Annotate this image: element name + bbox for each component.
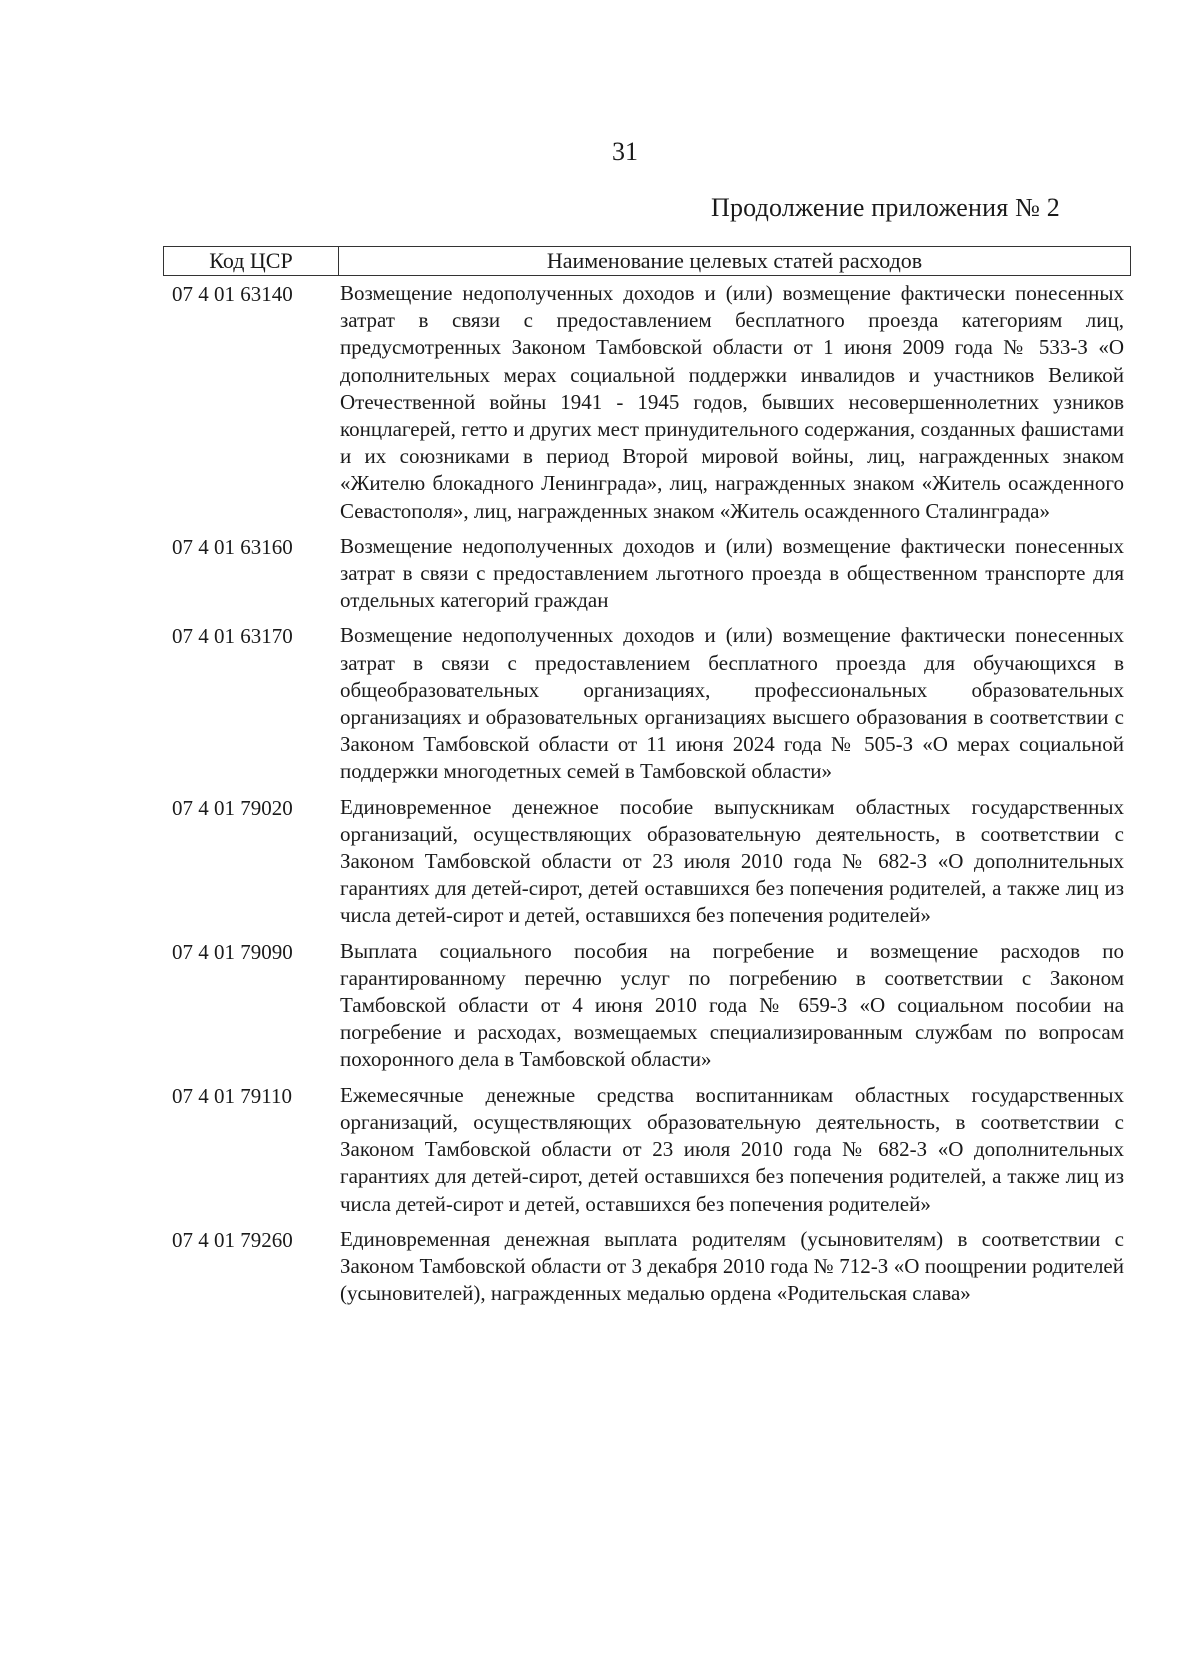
table-row [172,1082,1132,1218]
row-code: 07 4 01 63170 [172,624,293,649]
table-row [172,794,1132,930]
row-code: 07 4 01 79260 [172,1227,293,1252]
table-row [172,533,1132,615]
column-header-code: Код ЦСР [163,246,339,276]
table-row [172,622,1132,785]
table-body [172,280,1132,1315]
row-code: 07 4 01 79090 [172,939,293,964]
row-code: 07 4 01 63140 [172,282,293,306]
table-row [172,1226,1132,1308]
row-name: Возмещение недополученных доходов и (или) возмещение фактически понесенных затрат в связи с предоставлением льготного проезда в общественном транспорте для отдельных категорий граждан [340,533,1124,613]
row-name: Возмещение недополученных доходов и (или) возмещение фактически понесенных затрат в связи с предоставлением бесплатного проезда категориям лиц, предусмотренных Законом Тамбовской области от 1 июня 2009 года № 533-З «О дополнительных мерах социальной поддержки инвалидов и участников Великой Отечественной войны 1941 - 1945 годов, бывших несовершеннолетних узников концлагерей, гетто и других мест принудительного содержания, созданных фашистами и их союзниками в период Второй мировой войны, лиц, награжденных знаком «Жителю блокадного Ленинграда», лиц, награжденных знаком «Житель осажденного Севастополя», лиц, награжденных знаком «Житель осажденного Сталинграда» [340,281,1124,523]
row-code: 07 4 01 79020 [172,795,293,820]
row-name: Единовременное денежное пособие выпускникам областных государственных организаций, осуществляющих образовательную деятельность, в соответствии с Законом Тамбовской области от 23 июля 2010 года № 682-З «О дополнительных гарантиях для детей-сирот, детей оставшихся без попечения родителей, а также лиц из числа детей-сирот и детей, оставшихся без попечения родителей» [340,794,1124,928]
table-header [163,246,1131,276]
row-code: 07 4 01 63160 [172,534,293,559]
row-code: 07 4 01 79110 [172,1083,292,1108]
row-name: Единовременная денежная выплата родителям (усыновителям) в соответствии с Законом Тамбовской области от 3 декабря 2010 года № 712-З «О поощрении родителей (усыновителей), награжденных медалью ордена «Родительская слава» [340,1226,1124,1306]
column-header-name: Наименование целевых статей расходов [339,246,1131,276]
row-name: Возмещение недополученных доходов и (или) возмещение фактически понесенных затрат в связи с предоставлением бесплатного проезда для обучающихся в общеобразовательных организациях, профессиональных образовательных организациях и образовательных организациях высшего образования в соответствии с Законом Тамбовской области от 11 июня 2024 года № 505-З «О мерах социальной поддержки многодетных семей в Тамбовской области» [340,623,1124,784]
table-row [172,280,1132,525]
page-number: 31 [612,137,638,166]
row-name: Выплата социального пособия на погребение и возмещение расходов по гарантированному перечню услуг по погребению в соответствии с Законом Тамбовской области от 4 июня 2010 года № 659-З «О социальном пособии на погребение и расходах, возмещаемых специализированным службам по вопросам похоронного дела в Тамбовской области» [340,938,1124,1072]
appendix-title: Продолжение приложения № 2 [710,193,1060,222]
table-row [172,938,1132,1074]
row-name: Ежемесячные денежные средства воспитанникам областных государственных организаций, осуществляющих образовательную деятельность, в соответствии с Законом Тамбовской области от 23 июля 2010 года № 682-З «О дополнительных гарантиях для детей-сирот, детей оставшихся без попечения родителей, а также лиц из числа детей-сирот и детей, оставшихся без попечения родителей» [340,1082,1124,1216]
